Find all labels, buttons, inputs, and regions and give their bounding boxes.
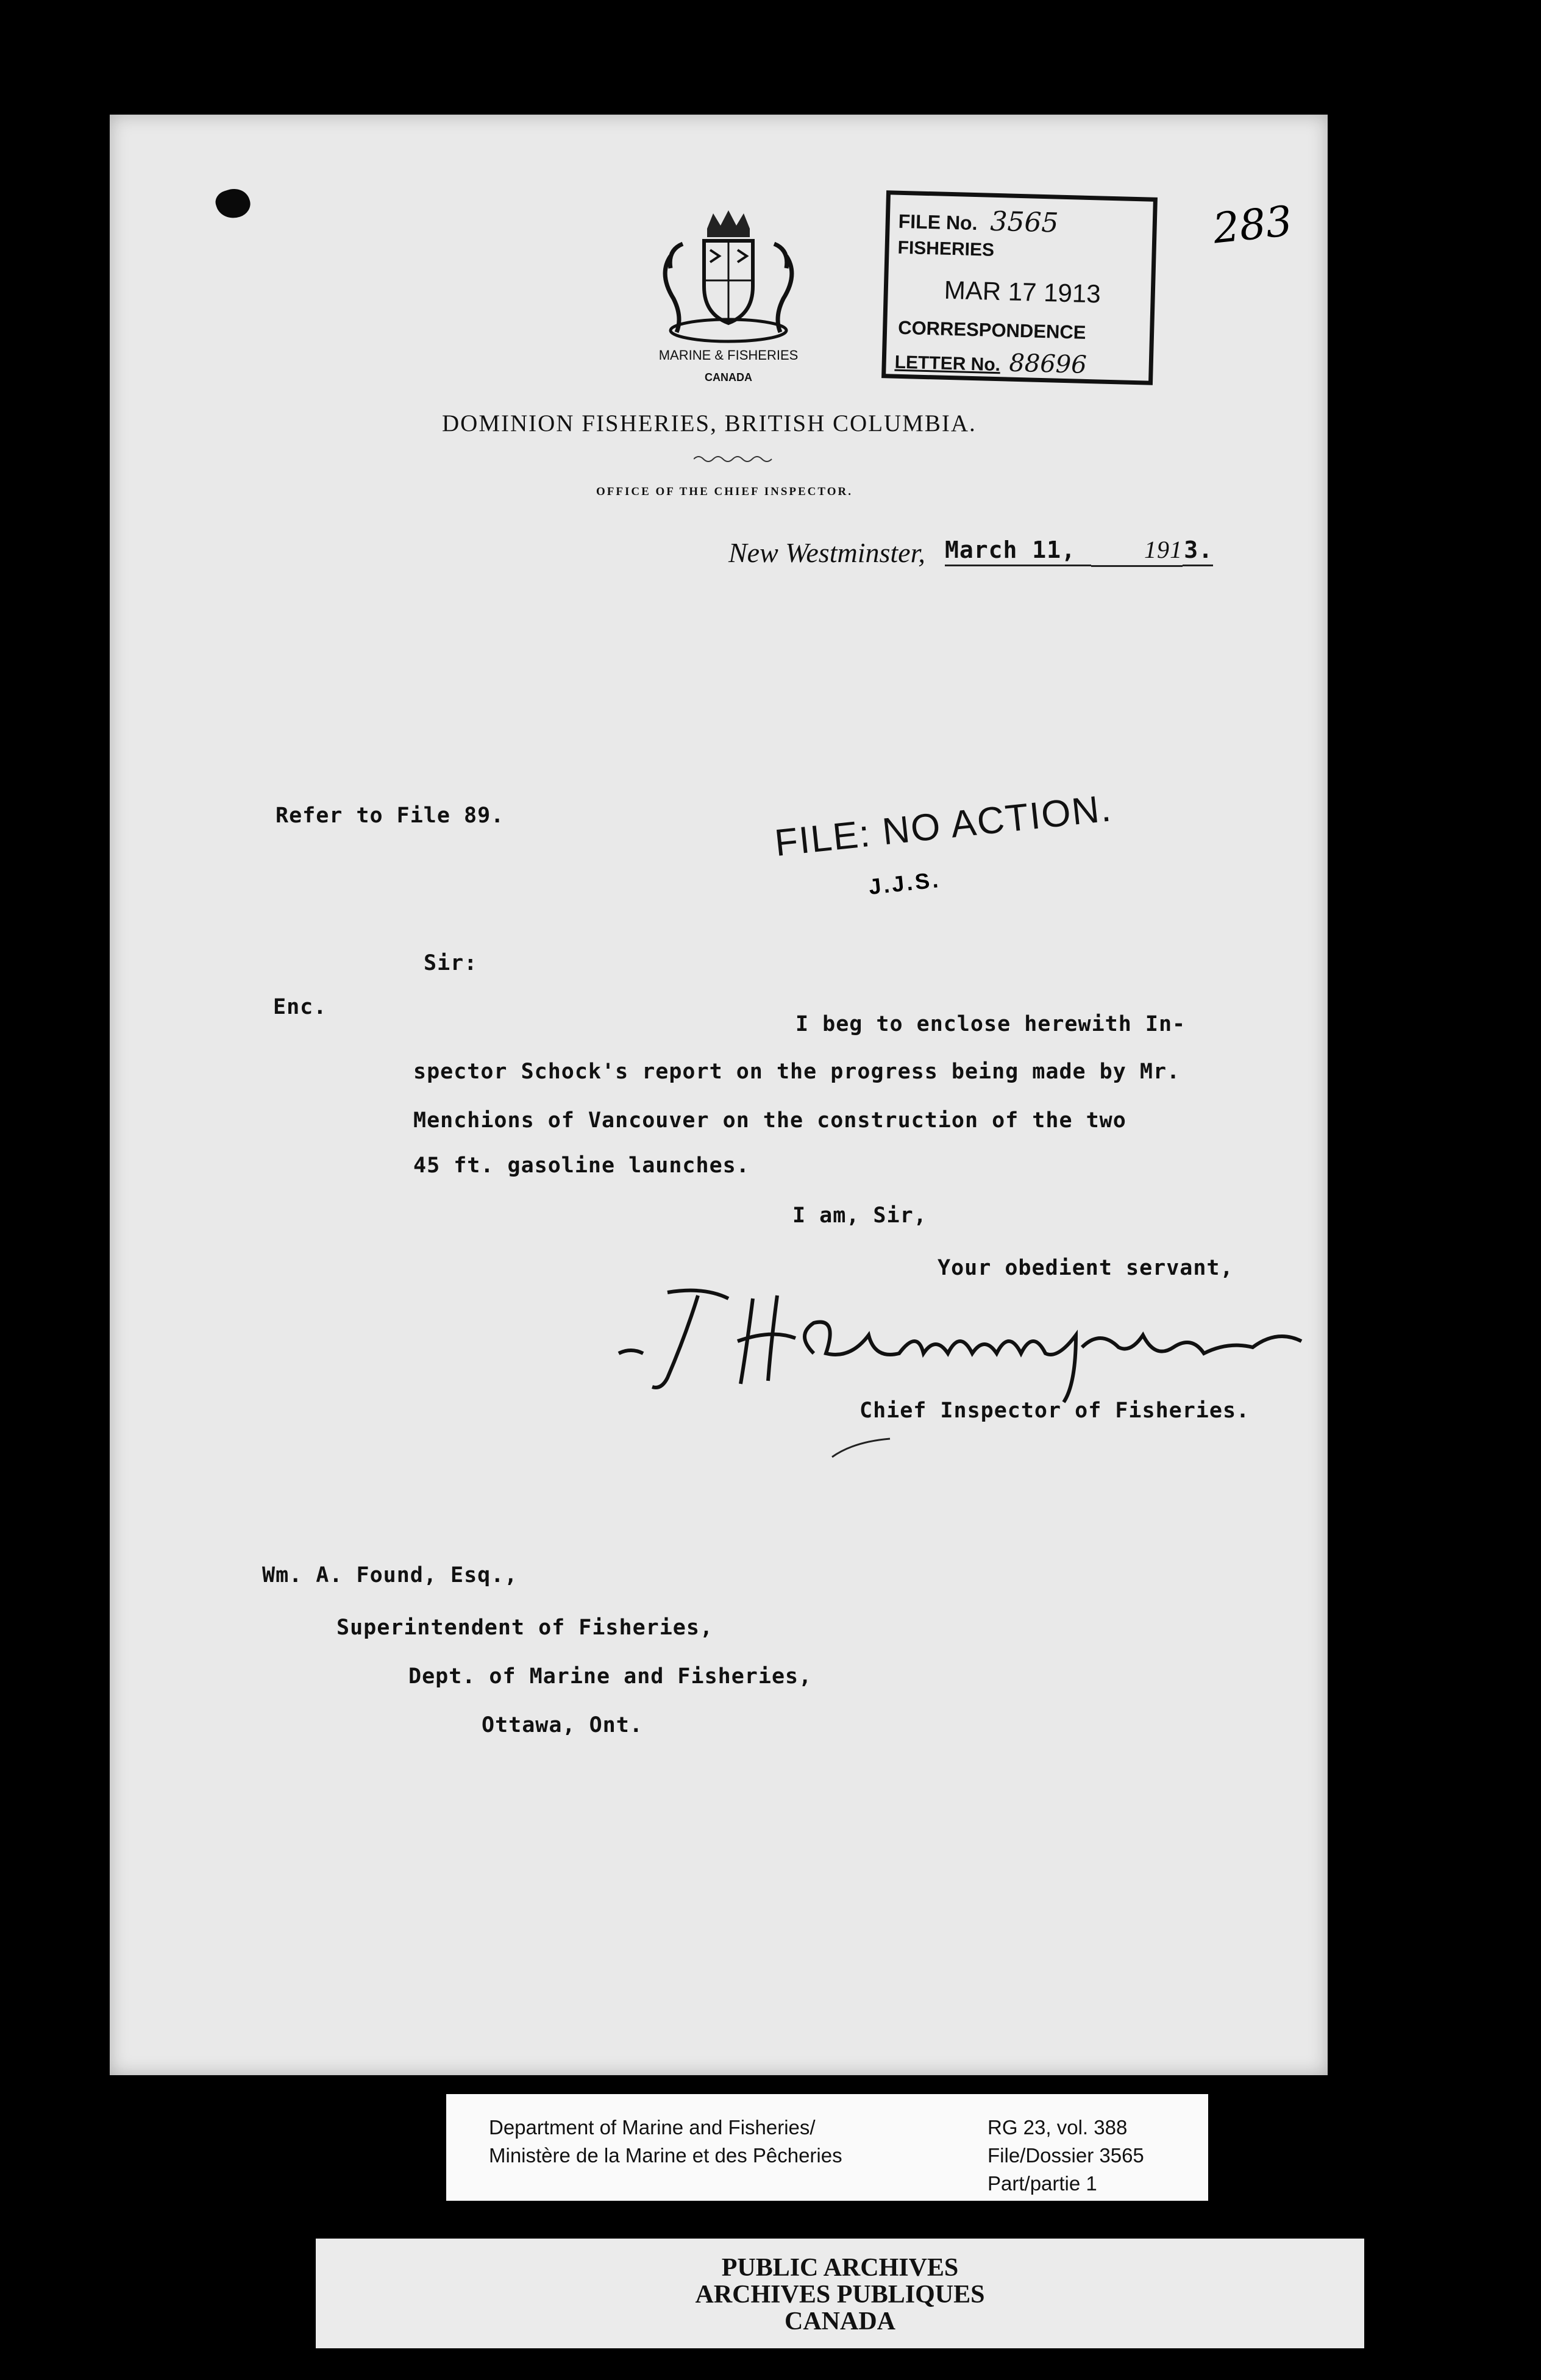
- stamp-category: CORRESPONDENCE: [897, 316, 1086, 343]
- stamp-file-number: 3565: [989, 205, 1059, 239]
- archive-label: [446, 2094, 1208, 2201]
- archive-dept-en: Department of Marine and Fisheries/: [489, 2116, 816, 2139]
- stamp-file-label: FILE No.: [898, 210, 978, 235]
- action-initials: J.J.S.: [867, 866, 942, 900]
- stamp-letter-label: LETTER No.: [894, 352, 1001, 376]
- letter-place: New Westminster,: [728, 537, 925, 568]
- archives-line-1: PUBLIC ARCHIVES: [721, 2254, 959, 2282]
- organization-heading: DOMINION FISHERIES, BRITISH COLUMBIA.: [442, 410, 977, 436]
- stamp-letter-number: 88696: [1008, 349, 1087, 379]
- file-stamp: [881, 190, 1158, 385]
- date-day: March 11,: [945, 536, 1091, 566]
- archive-part: Part/partie 1: [988, 2172, 1097, 2195]
- archive-file: File/Dossier 3565: [988, 2144, 1144, 2167]
- archives-line-3: CANADA: [785, 2307, 895, 2335]
- signer-title: Chief Inspector of Fisheries.: [859, 1398, 1250, 1423]
- ornament-rule: [694, 454, 773, 464]
- address-line-3: Dept. of Marine and Fisheries,: [408, 1664, 813, 1689]
- pencil-mark: [829, 1436, 896, 1460]
- public-archives-banner: [316, 2239, 1364, 2348]
- address-line-1: Wm. A. Found, Esq.,: [262, 1563, 518, 1587]
- enclosure-note: Enc.: [273, 995, 327, 1019]
- body-line-3: Menchions of Vancouver on the construction of the two: [413, 1108, 1126, 1133]
- closing-line-1: I am, Sir,: [792, 1203, 927, 1228]
- letter-page: [110, 115, 1328, 2075]
- archive-dept-fr: Ministère de la Marine et des Pêcheries: [489, 2144, 842, 2167]
- crest-motto: MARINE & FISHERIES: [658, 347, 799, 363]
- royal-crest-icon: [646, 201, 811, 390]
- action-stamp: FILE: NO ACTION.: [772, 787, 1114, 865]
- signature: [594, 1262, 1326, 1408]
- date-year-prefix: 191: [1091, 535, 1183, 567]
- stamp-date: MAR 17 1913: [944, 275, 1101, 308]
- closing-line-2: Your obedient servant,: [938, 1256, 1234, 1280]
- address-line-4: Ottawa, Ont.: [482, 1713, 643, 1737]
- body-line-2: spector Schock's report on the progress being made by Mr.: [413, 1060, 1181, 1084]
- archives-line-2: ARCHIVES PUBLIQUES: [695, 2281, 985, 2309]
- office-heading: OFFICE OF THE CHIEF INSPECTOR.: [596, 485, 853, 498]
- address-line-2: Superintendent of Fisheries,: [336, 1616, 714, 1640]
- salutation: Sir:: [424, 951, 478, 975]
- crest-country: CANADA: [705, 371, 752, 383]
- archive-rg: RG 23, vol. 388: [988, 2116, 1128, 2139]
- body-line-1: I beg to enclose herewith In-: [795, 1012, 1186, 1036]
- body-line-4: 45 ft. gasoline launches.: [413, 1153, 750, 1178]
- stamp-department: FISHERIES: [897, 237, 995, 260]
- letter-date: [945, 535, 1213, 567]
- date-year-suffix: 3.: [1183, 536, 1213, 566]
- page-number: 283: [1211, 197, 1295, 254]
- refer-line: Refer to File 89.: [276, 803, 505, 828]
